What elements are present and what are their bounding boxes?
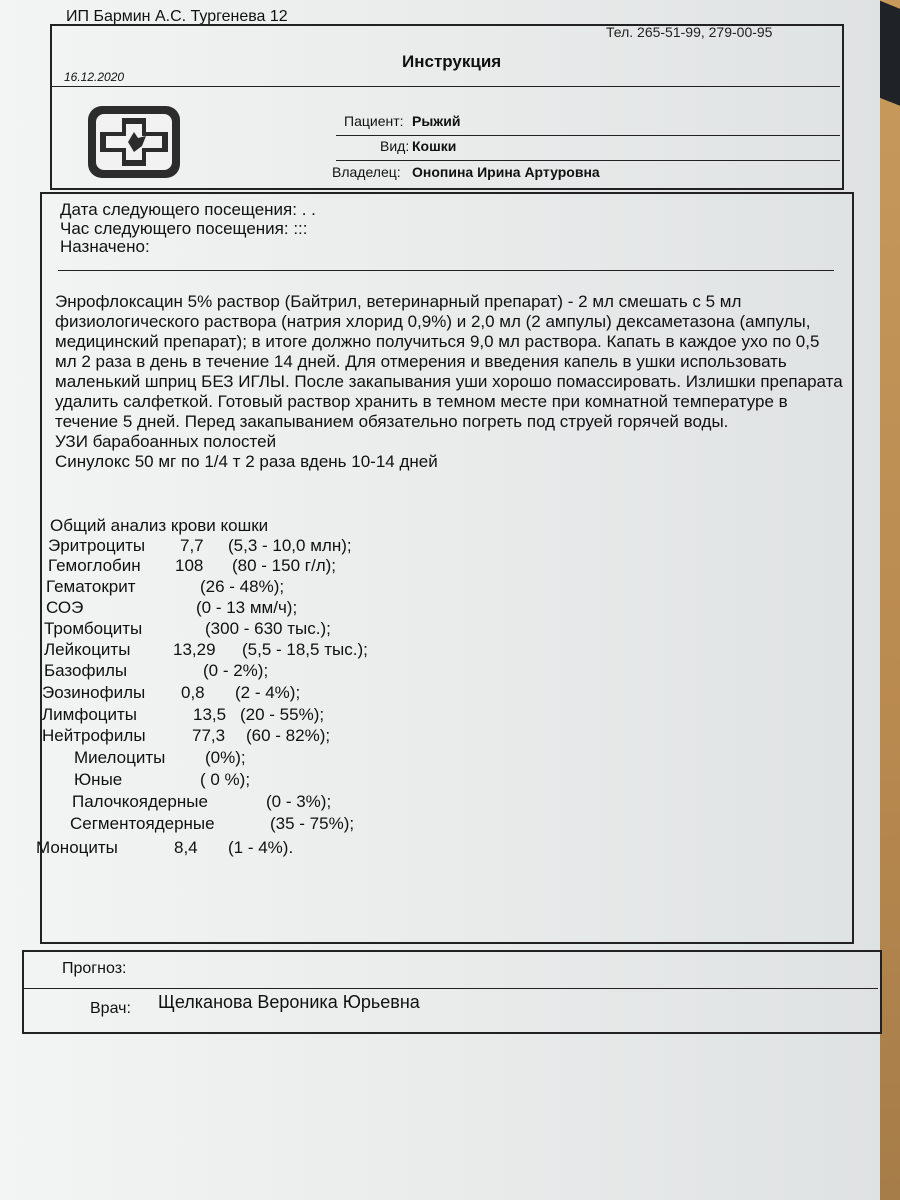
next-visit-date: Дата следующего посещения: . . (60, 200, 316, 219)
prescription-block (55, 292, 845, 472)
lab-value: 13,5 (193, 705, 227, 724)
lab-reference-range: (0 - 13 мм/ч); (196, 598, 298, 617)
lab-reference-range: ( 0 %); (200, 770, 251, 789)
lab-name: Лимфоциты (42, 705, 138, 724)
patient-value: Рыжий (412, 113, 461, 129)
patient-rule (336, 135, 840, 136)
patient-label: Пациент: (344, 113, 404, 129)
lab-name: Моноциты (36, 838, 118, 857)
lab-value: 0,8 (181, 683, 205, 702)
prescription-synulox: Синулокс 50 мг по 1/4 т 2 раза вдень 10-14 дней (55, 452, 438, 471)
species-value: Кошки (412, 138, 457, 154)
species-rule (336, 160, 840, 161)
lab-reference-range: (60 - 82%); (246, 726, 331, 745)
clinic-logo (84, 102, 184, 182)
lab-reference-range: (0 - 2%); (203, 661, 269, 680)
lab-reference-range: (0%); (205, 748, 246, 767)
prescription-ultrasound: УЗИ барабоанных полостей (55, 432, 277, 451)
lab-reference-range: (300 - 630 тыс.); (205, 619, 331, 638)
lab-reference-range: (80 - 150 г/л); (232, 556, 336, 575)
lab-value: 77,3 (192, 726, 226, 745)
cross-dog-logo-icon (84, 102, 184, 182)
prescribed-rule (58, 270, 834, 271)
lab-name: Гематокрит (46, 577, 136, 596)
next-visit-hour: Час следующего посещения: ::: (60, 219, 308, 238)
owner-value: Онопина Ирина Артуровна (412, 164, 600, 180)
lab-reference-range: (20 - 55%); (240, 705, 325, 724)
species-label: Вид: (380, 138, 410, 154)
lab-reference-range: (26 - 48%); (200, 577, 285, 596)
lab-name: Тромбоциты (44, 619, 143, 638)
lab-reference-range: (1 - 4%). (228, 838, 294, 857)
lab-reference-range: (2 - 4%); (235, 683, 301, 702)
page-title: Инструкция (402, 52, 502, 71)
lab-value: 13,29 (173, 640, 216, 659)
lab-name: Эритроциты (48, 536, 146, 555)
doctor-label: Врач: (90, 1000, 131, 1017)
prognosis-label: Прогноз: (62, 960, 127, 977)
lab-name: СОЭ (46, 598, 84, 617)
lab-name: Базофилы (44, 661, 128, 680)
lab-name: Нейтрофилы (42, 726, 146, 745)
lab-reference-range: (5,5 - 18,5 тыс.); (242, 640, 368, 659)
prognosis-rule (24, 988, 878, 989)
prescription-main: Энрофлоксацин 5% раствор (Байтрил, ветеринарный препарат) - 2 мл смешать с 5 мл физиологического раствора (натрия хлорид 0,9%) и 2,0 мл (2 ампулы) дексаметазона (ампулы, медицинский препарат); в итоге должно получиться 9,0 мл раствора. Капать в каждое ухо по 0,5 мл 2 раза в день в течение 14 дней. Для отмерения и введения капель в ушки использовать маленький шприц БЕЗ ИГЛЫ. После закапывания уши хорошо помассировать. Излишки препарата удалить салфеткой. Готовый раствор хранить в темном месте при комнатной температуре в течение 5 дней. Перед закапыванием обязательно погреть под струей горячей воды. (55, 292, 843, 431)
lab-value: 7,7 (180, 536, 204, 555)
blood-test-title: Общий анализ крови кошки (50, 516, 269, 535)
lab-name: Миелоциты (74, 748, 166, 767)
lab-reference-range: (5,3 - 10,0 млн); (228, 536, 352, 555)
prognosis-frame (22, 950, 882, 1034)
document-date: 16.12.2020 (64, 70, 125, 84)
lab-name: Гемоглобин (48, 556, 141, 575)
lab-value: 8,4 (174, 838, 198, 857)
lab-name: Эозинофилы (42, 683, 146, 702)
lab-name: Лейкоциты (44, 640, 131, 659)
title-rule (52, 86, 840, 87)
clinic-name: ИП Бармин А.С. Тургенева 12 (66, 8, 288, 25)
lab-name: Сегментоядерные (70, 814, 215, 833)
lab-reference-range: (0 - 3%); (266, 792, 332, 811)
clinic-phone: Тел. 265-51-99, 279-00-95 (606, 24, 773, 40)
lab-name: Юные (74, 770, 123, 789)
owner-label: Владелец: (332, 164, 401, 180)
lab-value: 108 (175, 556, 204, 575)
lab-name: Палочкоядерные (72, 792, 208, 811)
prescribed-label: Назначено: (60, 237, 150, 256)
header-top-rule (52, 24, 840, 25)
doctor-name: Щелканова Вероника Юрьевна (158, 992, 420, 1012)
lab-reference-range: (35 - 75%); (270, 814, 355, 833)
